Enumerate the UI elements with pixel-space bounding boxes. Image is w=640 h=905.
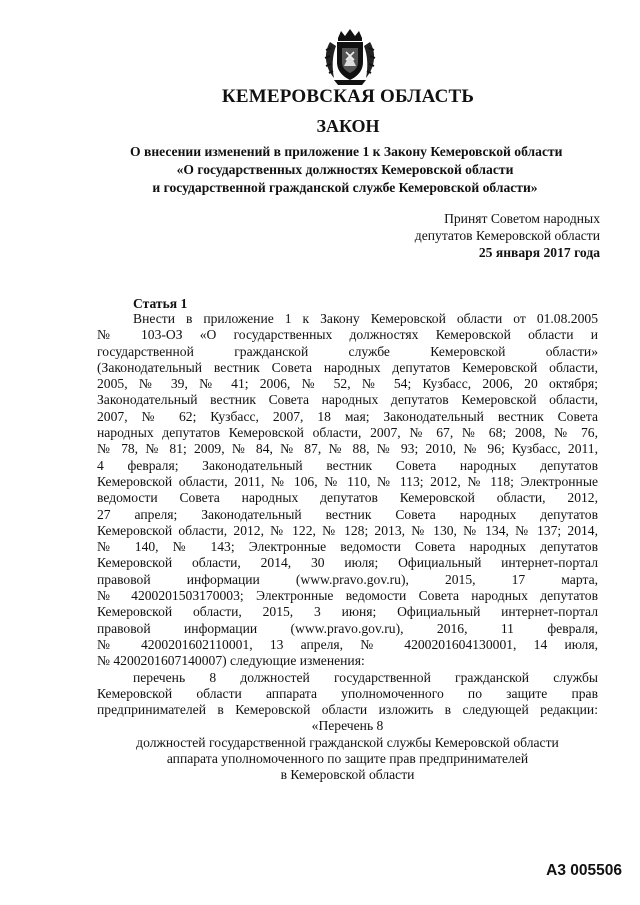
body-line: № 4200201503170003; Электронные ведомости Совета народных депутатов — [97, 588, 598, 604]
law-title-line: и государственной гражданской службе Кемеровской области» — [152, 180, 538, 195]
body-line: Внести в приложение 1 к Закону Кемеровской области от 01.08.2005 — [133, 311, 598, 326]
form-serial-number: А3 005506 — [546, 862, 622, 879]
body-line: 27 апреля; Законодательный вестник Совета народных депутатов — [97, 506, 598, 522]
body-line: № 103-ОЗ «О государственных должностях Кемеровской области и — [97, 327, 598, 343]
body-line: Кемеровской области, 2012, № 122, № 128; 2013, № 130, № 134, № 137; 2014, — [97, 522, 598, 538]
body-line: правовой информации (www.pravo.gov.ru), 2016, 11 февраля, — [97, 620, 598, 636]
body-line: 2007, № 62; Кузбасс, 2007, 18 мая; Законодательный вестник Совета — [97, 408, 598, 424]
body-line: правовой информации (www.pravo.gov.ru), 2015, 17 марта, — [97, 571, 598, 587]
body-line: Законодательный вестник Совета народных депутатов Кемеровской области, — [97, 392, 598, 408]
law-title — [80, 143, 563, 197]
body-line: № 78, № 81; 2009, № 84, № 87, № 88, № 93; 2010, № 96; Кузбасс, 2011, — [97, 441, 598, 457]
body-line: № 140, № 143; Электронные ведомости Совета народных депутатов — [97, 539, 598, 555]
adoption-line: Принят Советом народных — [444, 211, 600, 226]
quote-line: аппарата уполномоченного по защите прав предпринимателей — [166, 751, 529, 767]
article-heading: Статья 1 — [133, 296, 188, 311]
region-name: КЕМЕРОВСКАЯ ОБЛАСТЬ — [221, 86, 475, 107]
change-line: предпринимателей в Кемеровской области изложить в следующей редакции: — [97, 702, 598, 718]
law-title-line: «О государственных должностях Кемеровской области — [176, 162, 514, 177]
law-title-line: О внесении изменений в приложение 1 к Закону Кемеровской области — [130, 144, 563, 159]
body-line: Кемеровской области, 2015, 3 июня; Официальный интернет-портал — [97, 604, 598, 620]
adoption-block — [415, 210, 600, 261]
adoption-date: 25 января 2017 года — [478, 245, 600, 260]
change-line: Кемеровской области аппарата уполномоченного по защите прав — [97, 685, 598, 701]
body-line: № 4200201602110001, 13 апреля, № 4200201604130001, 14 июля, — [97, 636, 598, 652]
body-line: ведомости Совета народных депутатов Кемеровской области, 2012, — [97, 490, 598, 506]
body-line: 2005, № 39, № 41; 2006, № 52, № 54; Кузбасс, 2006, 20 октября; — [97, 376, 598, 392]
quote-line: должностей государственной гражданской службы Кемеровской области — [136, 734, 559, 750]
body-line: № 4200201607140007) следующие изменения: — [97, 653, 365, 669]
body-line: народных депутатов Кемеровской области, 2007, № 67, № 68; 2008, № 76, — [97, 425, 598, 441]
quote-heading: «Перечень 8 — [311, 718, 384, 734]
quote-line: в Кемеровской области — [280, 767, 415, 783]
body-line: 4 февраля; Законодательный вестник Совета народных депутатов — [97, 457, 598, 473]
article-body — [97, 311, 598, 784]
body-line: (Законодательный вестник Совета народных депутатов Кемеровской области, — [97, 359, 598, 375]
body-line: Кемеровской области, 2014, 30 июля; Официальный интернет-портал — [97, 555, 598, 571]
change-line: перечень 8 должностей государственной гражданской службы — [133, 669, 598, 685]
coat-of-arms-icon — [322, 28, 378, 86]
body-line: Кемеровской области, 2011, № 106, № 110, № 113; 2012, № 118; Электронные — [97, 473, 598, 489]
adoption-line: депутатов Кемеровской области — [414, 228, 600, 243]
document-type: ЗАКОН — [316, 116, 380, 136]
body-line: государственной гражданской службе Кемеровской области» — [97, 343, 598, 359]
